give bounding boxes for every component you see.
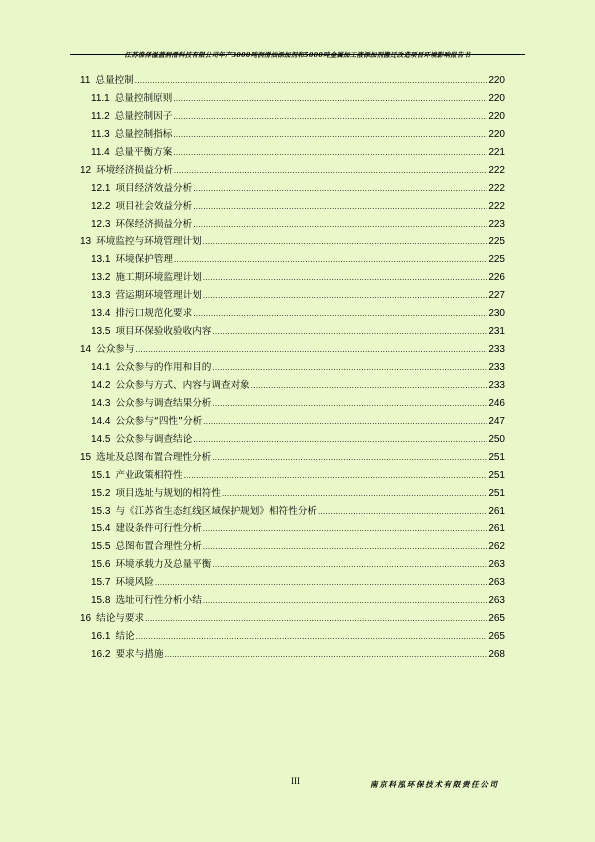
toc-entry[interactable]	[80, 413, 505, 431]
toc-entry[interactable]	[80, 287, 505, 305]
toc-entry-number: 11.1	[91, 92, 110, 104]
toc-entry-number: 15.7	[91, 577, 111, 589]
toc-entry[interactable]	[80, 108, 505, 126]
toc-entry-number: 15.3	[91, 505, 111, 517]
toc-leader-dots	[202, 413, 487, 431]
toc-entry[interactable]	[80, 144, 505, 162]
toc-entry[interactable]	[80, 251, 505, 269]
toc-leader-dots	[135, 341, 488, 359]
toc-entry-number: 11.4	[91, 146, 110, 158]
toc-entry-title: 总图布置合理性分析	[115, 541, 202, 553]
toc-leader-dots	[172, 126, 487, 144]
toc-entry[interactable]	[80, 72, 505, 90]
toc-entry-page: 220	[488, 92, 505, 104]
toc-entry[interactable]	[80, 216, 505, 234]
toc-leader-dots	[192, 305, 487, 323]
toc-leader-dots	[202, 538, 488, 556]
toc-entry-number: 15.6	[91, 559, 111, 571]
toc-leader-dots	[163, 646, 487, 664]
toc-entry-title: 产业政策相符性	[115, 469, 183, 481]
toc-entry-title: 项目社会效益分析	[115, 200, 193, 212]
toc-entry-page: 227	[488, 290, 505, 302]
toc-leader-dots	[172, 108, 487, 126]
toc-entry-page: 262	[488, 541, 505, 553]
toc-entry-page: 247	[488, 415, 505, 427]
toc-entry-title: 公众参与调查结果分析	[115, 397, 212, 409]
toc-entry-title: 建设条件可行性分析	[115, 523, 202, 535]
toc-entry-number: 14	[80, 344, 92, 356]
toc-entry[interactable]	[80, 126, 505, 144]
toc-entry-page: 226	[488, 272, 505, 284]
toc-entry-page: 265	[488, 613, 505, 625]
toc-entry-number: 15.8	[91, 595, 111, 607]
toc-leader-dots	[202, 233, 488, 251]
toc-entry-title: 选址可行性分析小结	[115, 595, 202, 607]
toc-entry-number: 15.4	[91, 523, 111, 535]
toc-entry-number: 13.4	[91, 308, 111, 320]
toc-entry-title: 营运期环境管理计划	[115, 290, 202, 302]
toc-entry-page: 220	[488, 110, 505, 122]
toc-leader-dots	[172, 90, 487, 108]
report-title: 江苏淮泽溢蓝润滑科技有限公司年产3000吨润滑油添加剂和5000吨金属加工液添加剂搬迁改造项目环境影响报告书	[124, 51, 471, 59]
toc-entry[interactable]	[80, 198, 505, 216]
toc-leader-dots	[183, 467, 488, 485]
toc-entry-number: 13	[80, 236, 92, 248]
toc-entry-number: 15.5	[91, 541, 111, 553]
toc-entry-number: 15	[80, 451, 92, 463]
toc-entry[interactable]	[80, 538, 505, 556]
toc-entry-page: 222	[488, 164, 505, 176]
toc-leader-dots	[173, 251, 487, 269]
toc-entry-page: 261	[488, 523, 505, 535]
toc-entry-title: 选址及总图布置合理性分析	[96, 451, 212, 463]
toc-entry-number: 13.5	[91, 326, 111, 338]
toc-entry[interactable]	[80, 269, 505, 287]
toc-entry-page: 261	[488, 505, 505, 517]
toc-entry[interactable]	[80, 520, 505, 538]
toc-entry-title: 总量控制原则	[114, 92, 173, 104]
toc-entry-number: 13.3	[91, 290, 111, 302]
toc-entry-page: 222	[488, 182, 505, 194]
toc-leader-dots	[211, 449, 487, 467]
toc-entry[interactable]	[80, 467, 505, 485]
toc-entry[interactable]	[80, 628, 505, 646]
toc-leader-dots	[211, 359, 487, 377]
page-header	[70, 42, 525, 59]
toc-entry-title: 公众参与调查结论	[115, 433, 193, 445]
toc-leader-dots	[154, 574, 487, 592]
toc-entry-title: 总量平衡方案	[114, 146, 173, 158]
toc-entry-title: 环境保护管理	[115, 254, 174, 266]
toc-entry-title: 环境承载力及总量平衡	[115, 559, 212, 571]
toc-leader-dots	[211, 556, 487, 574]
toc-entry-page: 263	[488, 577, 505, 589]
toc-entry-number: 14.4	[91, 415, 111, 427]
toc-entry-number: 14.1	[91, 362, 111, 373]
toc-leader-dots	[317, 503, 487, 521]
toc-entry-number: 14.3	[91, 397, 111, 409]
table-of-contents	[80, 72, 505, 664]
toc-entry-number: 11.3	[91, 128, 110, 140]
toc-entry-page: 263	[488, 595, 505, 607]
toc-entry[interactable]	[80, 162, 505, 180]
toc-entry-page: 246	[488, 397, 505, 409]
toc-entry[interactable]	[80, 90, 505, 108]
toc-entry-title: 与《江苏省生态红线区域保护规划》相符性分析	[115, 505, 317, 517]
toc-entry[interactable]	[80, 574, 505, 592]
toc-entry-title: 要求与措施	[115, 649, 164, 660]
toc-entry-page: 225	[488, 254, 505, 266]
toc-entry[interactable]	[80, 431, 505, 449]
toc-leader-dots	[202, 287, 488, 305]
toc-leader-dots	[173, 162, 487, 180]
toc-entry-title: 环境风险	[115, 577, 154, 589]
toc-entry-title: 环境监控与环境管理计划	[96, 236, 202, 248]
company-name: 南京科泓环保技术有限责任公司	[370, 780, 499, 789]
toc-leader-dots	[192, 431, 487, 449]
toc-leader-dots	[221, 485, 487, 503]
toc-entry-title: 施工期环境监理计划	[115, 272, 202, 284]
toc-entry-title: 公众参与“四性”分析	[115, 415, 203, 427]
toc-entry-title: 排污口规范化要求	[115, 308, 193, 320]
toc-leader-dots	[250, 377, 488, 395]
toc-entry-number: 14.5	[91, 433, 111, 445]
toc-entry-number: 13.2	[91, 272, 111, 284]
toc-entry-title: 总量控制	[95, 75, 134, 86]
page-number: III	[291, 776, 300, 786]
toc-leader-dots	[192, 216, 487, 234]
toc-entry-title: 总量控制因子	[114, 110, 173, 122]
toc-entry-page: 231	[488, 326, 505, 338]
toc-entry-number: 12.2	[91, 200, 111, 212]
toc-entry-number: 16	[80, 613, 92, 625]
toc-entry-number: 16.2	[91, 649, 111, 660]
toc-entry-number: 11	[80, 75, 91, 86]
toc-entry-page: 268	[488, 649, 505, 660]
toc-entry[interactable]	[80, 359, 505, 377]
toc-leader-dots	[135, 628, 488, 646]
toc-entry-title: 公众参与方式、内容与调查对象	[115, 379, 250, 391]
toc-leader-dots	[202, 269, 488, 287]
toc-entry-title: 环保经济损益分析	[115, 218, 193, 230]
toc-leader-dots	[202, 592, 488, 610]
toc-leader-dots	[172, 144, 487, 162]
toc-entry-page: 251	[488, 451, 505, 463]
toc-entry-number: 14.2	[91, 379, 111, 391]
toc-entry-number: 16.1	[91, 631, 111, 643]
toc-entry[interactable]	[80, 610, 505, 628]
toc-entry-title: 项目选址与规划的相符性	[115, 487, 221, 499]
toc-leader-dots	[211, 323, 487, 341]
toc-entry-number: 12	[80, 164, 92, 176]
toc-entry-number: 12.3	[91, 218, 111, 230]
toc-leader-dots	[134, 72, 488, 90]
toc-entry[interactable]	[80, 323, 505, 341]
toc-leader-dots	[192, 198, 487, 216]
toc-entry-number: 15.2	[91, 487, 111, 499]
toc-entry-page: 250	[488, 433, 505, 445]
toc-entry-title: 项目环保验收验收内容	[115, 326, 212, 338]
toc-entry[interactable]	[80, 180, 505, 198]
toc-entry-page: 220	[488, 128, 505, 140]
toc-entry-title: 项目经济效益分析	[115, 182, 193, 194]
toc-entry[interactable]	[80, 646, 505, 664]
toc-entry[interactable]	[80, 233, 505, 251]
toc-leader-dots	[211, 395, 487, 413]
toc-entry[interactable]	[80, 377, 505, 395]
toc-leader-dots	[202, 520, 488, 538]
toc-entry[interactable]	[80, 556, 505, 574]
toc-leader-dots	[144, 610, 487, 628]
toc-entry-page: 251	[488, 487, 505, 499]
toc-entry-page: 220	[488, 75, 505, 86]
toc-entry[interactable]	[80, 341, 505, 359]
toc-entry-title: 结论	[115, 631, 135, 643]
toc-entry-page: 265	[488, 631, 505, 643]
toc-entry-title: 总量控制指标	[114, 128, 173, 140]
toc-entry[interactable]	[80, 305, 505, 323]
toc-entry[interactable]	[80, 485, 505, 503]
toc-entry-title: 结论与要求	[96, 613, 145, 625]
toc-entry[interactable]	[80, 592, 505, 610]
toc-entry-page: 233	[488, 344, 505, 356]
toc-entry-page: 233	[488, 362, 505, 373]
toc-entry-number: 13.1	[91, 254, 111, 266]
toc-entry[interactable]	[80, 503, 505, 521]
toc-entry-number: 11.2	[91, 110, 110, 122]
toc-entry-page: 223	[488, 218, 505, 230]
toc-entry-title: 公众参与	[96, 344, 135, 356]
toc-entry-title: 公众参与的作用和目的	[115, 362, 212, 373]
toc-entry-number: 12.1	[91, 182, 111, 194]
toc-entry-page: 222	[488, 200, 505, 212]
toc-entry-page: 233	[488, 379, 505, 391]
toc-entry[interactable]	[80, 395, 505, 413]
toc-leader-dots	[192, 180, 487, 198]
toc-entry-page: 251	[488, 469, 505, 481]
toc-entry-page: 225	[488, 236, 505, 248]
toc-entry-number: 15.1	[91, 469, 111, 481]
toc-entry-title: 环境经济损益分析	[96, 164, 173, 176]
toc-entry-page: 230	[488, 308, 505, 320]
toc-entry-page: 263	[488, 559, 505, 571]
toc-entry-page: 221	[488, 146, 505, 158]
toc-entry[interactable]	[80, 449, 505, 467]
